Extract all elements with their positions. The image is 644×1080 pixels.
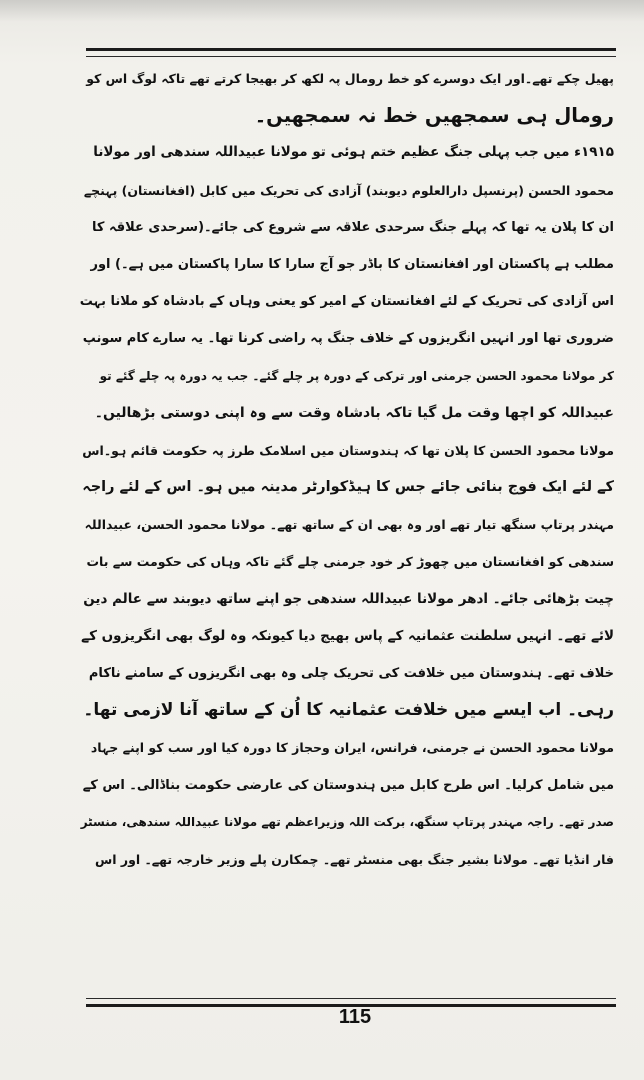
text-line: خلاف تھے۔ ہندوستان میں خلافت کی تحریک چلی وہ بھی انگریزوں کے سامنے ناکام bbox=[88, 666, 614, 681]
text-line: کے لئے ایک فوج بنائی جائے جس کا ہیڈکوارٹر مدینہ میں ہو۔ اس کے لئے راجہ bbox=[82, 479, 614, 496]
top-rule-thick bbox=[86, 48, 616, 51]
body-text bbox=[80, 60, 614, 990]
text-line: چیت بڑھائی جائے۔ ادھر مولانا عبیداللہ سندھی جو اپنے ساتھ دیوبند سے عالم دین bbox=[83, 590, 614, 607]
text-line: ان کا پلان یہ تھا کہ پہلے جنگ سرحدی علاقہ سے شروع کی جائے۔(سرحدی علاقہ کا bbox=[92, 219, 614, 235]
bottom-rule-thin bbox=[86, 998, 616, 999]
text-line: سندھی کو افغانستان میں چھوڑ کر خود جرمنی چلے گئے تاکہ وہاں کی حکومت سے بات bbox=[86, 554, 614, 570]
text-line: مولانا محمود الحسن کا پلان تھا کہ ہندوستان میں اسلامک طرز پہ حکومت قائم ہو۔اس bbox=[82, 442, 614, 458]
text-line: پھیل چکے تھے۔اور ایک دوسرے کو خط رومال پہ لکھ کر بھیجا کرتے تھے تاکہ لوگ اس کو bbox=[86, 71, 614, 86]
text-line: فار انڈیا تھے۔ مولانا بشیر جنگ بھی منسٹر تھے۔ چمکارن پلے وزیر خارجہ تھے۔ اور اس bbox=[94, 851, 614, 867]
text-line: لائے تھے۔ انہیں سلطنت عثمانیہ کے پاس بھیج دیا کیونکہ وہ لوگ بھی انگریزوں کے bbox=[81, 627, 614, 644]
text-line: رومال ہی سمجھیں خط نہ سمجھیں۔ bbox=[254, 104, 614, 128]
page-number: 115 bbox=[338, 1006, 372, 1028]
text-line: محمود الحسن (پرنسپل دارالعلوم دیوبند) آزادی کی تحریک میں کابل (افغانستان) پہنچے bbox=[83, 182, 614, 198]
text-line: اس آزادی کی تحریک کے لئے افغانستان کے امیر کو یعنی وہاں کے بادشاہ کو ملانا بہت bbox=[80, 294, 614, 310]
top-rule-thin bbox=[86, 56, 616, 57]
text-line: مطلب ہے پاکستان اور افغانستان کا باڈر جو آج سارا کا سارا پاکستان میں ہے۔) اور bbox=[90, 256, 614, 272]
text-line: کر مولانا محمود الحسن جرمنی اور ترکی کے دورہ پر چلے گئے۔ جب یہ دورہ پہ چلے گئے تو bbox=[99, 368, 614, 383]
text-line: ضروری تھا اور انہیں انگریزوں کے خلاف جنگ پہ راضی کرنا تھا۔ یہ سارے کام سونپ bbox=[82, 331, 614, 347]
text-line: عبیداللہ کو اچھا وقت مل گیا تاکہ بادشاہ وقت سے وہ اپنی دوستی بڑھالیں۔ bbox=[94, 404, 614, 421]
text-line: مولانا محمود الحسن نے جرمنی، فرانس، ایران وحجاز کا دورہ کیا اور سب کو اپنے جہاد bbox=[90, 740, 614, 756]
text-line: ۱۹۱۵ء میں جب پہلی جنگ عظیم ختم ہوئی تو مولانا عبیداللہ سندھی اور مولانا bbox=[93, 144, 614, 161]
text-line: صدر تھے۔ راجہ مہندر پرتاپ سنگھ، برکت اللہ وزیراعظم تھے مولانا عبیداللہ سندھی، منسٹر bbox=[80, 814, 614, 829]
text-line: رہی۔ اب ایسے میں خلافت عثمانیہ کا اُن کے ساتھ آنا لازمی تھا۔ bbox=[83, 700, 614, 721]
scan-edge-shadow bbox=[0, 0, 644, 22]
text-line: مہندر پرتاپ سنگھ تیار تھے اور وہ بھی ان کے ساتھ تھے۔ مولانا محمود الحسن، عبیداللہ bbox=[84, 517, 614, 533]
text-line: میں شامل کرلیا۔ اس طرح کابل میں ہندوستان کی عارضی حکومت بناڈالی۔ اس کے bbox=[82, 777, 614, 793]
